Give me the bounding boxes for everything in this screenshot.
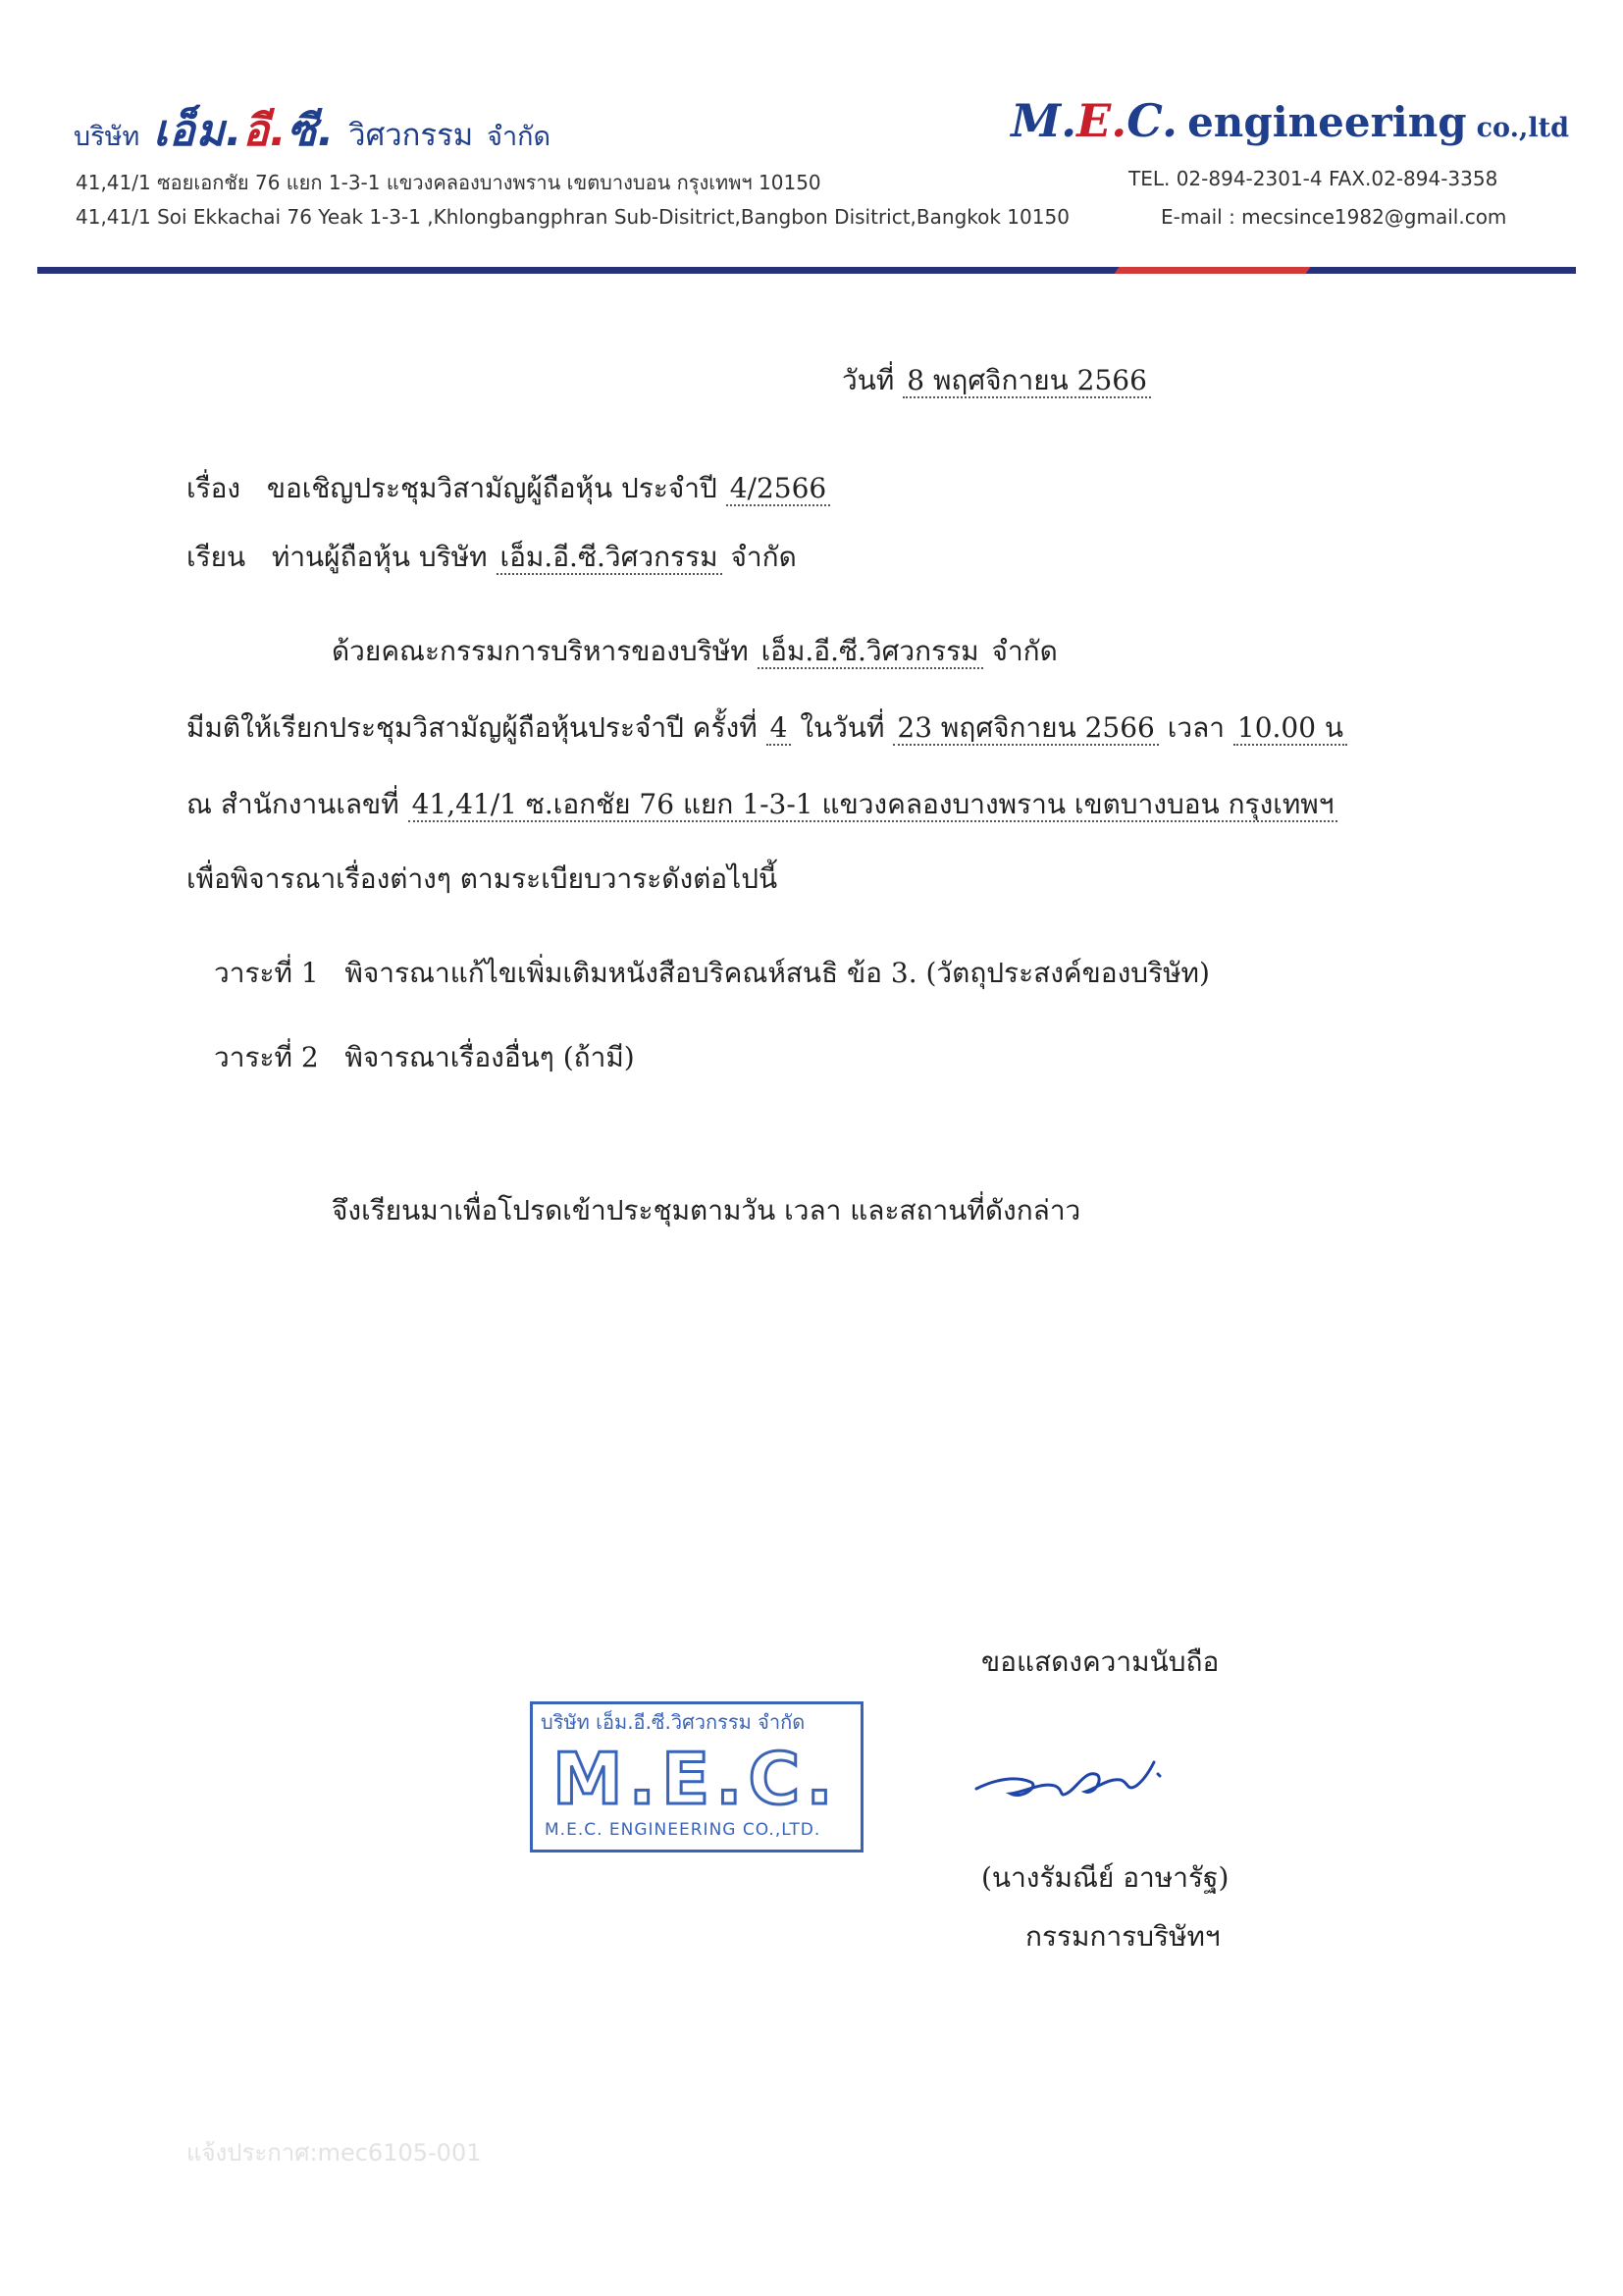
to-text: ท่านผู้ถือหุ้น บริษัท <box>271 541 488 573</box>
company-name-english <box>1011 94 1569 147</box>
date-value: 8 พฤศจิกายน 2566 <box>903 364 1151 398</box>
to-label: เรียน <box>186 541 246 573</box>
address-english: 41,41/1 Soi Ekkachai 76 Yeak 1-3-1 ,Khlongbangphran Sub-Disitrict,Bangbon Disitrict,Bangkok 10150 <box>76 205 1070 229</box>
agenda-label: วาระที่ 2 <box>214 1041 319 1073</box>
company-engineering: engineering <box>1187 98 1467 146</box>
agenda-item <box>214 1036 635 1079</box>
company-stamp <box>530 1701 864 1852</box>
agenda-text: พิจารณาเรื่องอื่นๆ (ถ้ามี) <box>344 1041 635 1073</box>
signer-title: กรรมการบริษัทฯ <box>1025 1920 1221 1953</box>
company-name-thai <box>74 96 550 165</box>
meeting-time: 10.00 น <box>1233 711 1347 746</box>
salutation-line <box>186 536 797 579</box>
p1-company: เอ็ม.อี.ซี.วิศวกรรม <box>758 635 983 669</box>
company-abbrev: เอ็ม.อี.ซี. <box>153 106 336 156</box>
agenda-text: พิจารณาแก้ไขเพิ่มเติมหนังสือบริคณห์สนธิ ข้อ 3. (วัตถุประสงค์ของบริษัท) <box>344 957 1210 989</box>
paragraph-1: ด้วยคณะกรรมการบริหารของบริษัท เอ็ม.อี.ซี.วิศวกรรม จำกัด <box>332 635 1058 667</box>
company-co-ltd: co.,ltd <box>1476 113 1569 143</box>
subject-text: ขอเชิญประชุมวิสามัญผู้ถือหุ้น ประจำปี <box>266 472 717 504</box>
letter-date: วันที่ 8 พฤศจิกายน 2566 <box>842 359 1151 402</box>
agenda-item <box>214 952 1210 995</box>
email-address: E-mail : mecsince1982@gmail.com <box>1161 205 1507 229</box>
signature <box>971 1735 1207 1823</box>
stamp-top-text: บริษัท เอ็ม.อี.ซี.วิศวกรรม จำกัด <box>541 1710 806 1734</box>
company-prefix: บริษัท <box>74 122 140 152</box>
regards: ขอแสดงความนับถือ <box>981 1645 1220 1678</box>
document-reference: แจ้งประกาศ:mec6105-001 <box>186 2139 482 2166</box>
signer-name: (นางรัมณีย์ อาษารัฐ) <box>981 1861 1230 1894</box>
to-suffix: จำกัด <box>730 541 797 573</box>
agenda-label: วาระที่ 1 <box>214 957 319 989</box>
mec-logo: M.E.C. <box>1011 94 1178 147</box>
meeting-place: 41,41/1 ซ.เอกชัย 76 แยก 1-3-1 แขวงคลองบางพราน เขตบางบอน กรุงเทพฯ <box>408 788 1338 822</box>
paragraph-3: ณ สำนักงานเลขที่ 41,41/1 ซ.เอกชัย 76 แยก 1-3-1 แขวงคลองบางพราน เขตบางบอน กรุงเทพฯ <box>186 783 1337 826</box>
meeting-number: 4 <box>766 711 792 746</box>
company-suffix-1: วิศวกรรม <box>348 118 474 153</box>
subject-value: 4/2566 <box>726 472 831 506</box>
subject-label: เรื่อง <box>186 472 241 504</box>
company-suffix-2: จำกัด <box>487 122 551 152</box>
paragraph-4: เพื่อพิจารณาเรื่องต่างๆ ตามระเบียบวาระดังต่อไปนี้ <box>186 862 778 895</box>
phone-fax: TEL. 02-894-2301-4 FAX.02-894-3358 <box>1128 167 1498 190</box>
stamp-logo: M.E.C. <box>552 1738 839 1820</box>
paragraph-2: มีมติให้เรียกประชุมวิสามัญผู้ถือหุ้นประจำปี ครั้งที่ 4 ในวันที่ 23 พฤศจิกายน 2566 เวลา 10.00 น <box>186 706 1347 750</box>
stamp-bottom-text: M.E.C. ENGINEERING CO.,LTD. <box>545 1820 821 1840</box>
closing-sentence: จึงเรียนมาเพื่อโปรดเข้าประชุมตามวัน เวลา และสถานที่ดังกล่าว <box>332 1194 1081 1226</box>
header-divider-accent <box>1115 267 1311 274</box>
header-divider <box>37 267 1576 274</box>
address-thai: 41,41/1 ซอยเอกชัย 76 แยก 1-3-1 แขวงคลองบางพราน เขตบางบอน กรุงเทพฯ 10150 <box>76 171 821 194</box>
subject-line <box>186 467 830 510</box>
to-company: เอ็ม.อี.ซี.วิศวกรรม <box>497 541 722 575</box>
meeting-date: 23 พฤศจิกายน 2566 <box>893 711 1159 746</box>
